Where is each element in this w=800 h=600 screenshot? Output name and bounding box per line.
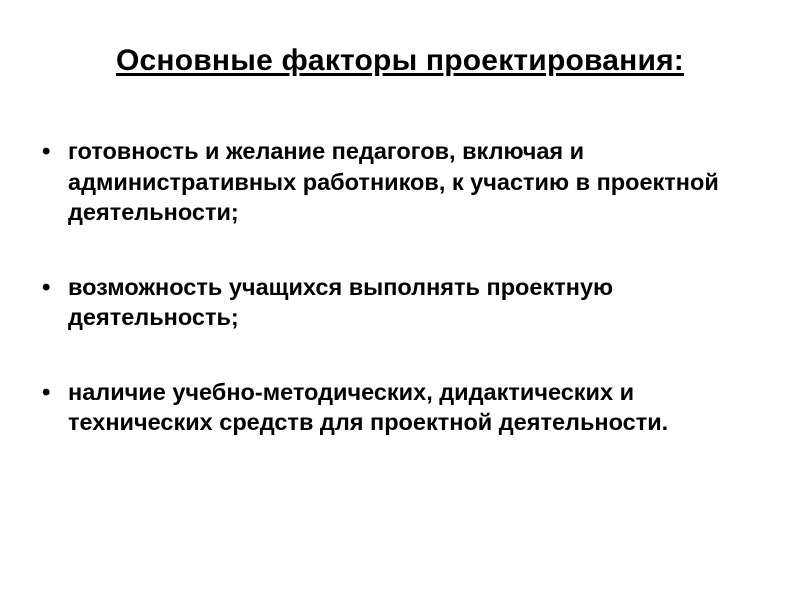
list-item-text: возможность учащихся выполнять проектную деятельность; xyxy=(68,273,614,331)
bullet-icon: • xyxy=(42,273,51,301)
bullet-icon: • xyxy=(42,138,51,165)
bullet-list xyxy=(42,136,758,438)
list-item xyxy=(42,136,758,228)
page-title-text: Основные факторы проектирования: xyxy=(116,44,684,77)
list-item xyxy=(42,377,758,438)
list-item xyxy=(42,272,758,333)
page-title xyxy=(0,44,800,77)
list-item-text: наличие учебно-методических, дидактических и технических средств для проектной деятельности. xyxy=(68,378,669,436)
list-item-text: готовность и желание педагогов, включая и административных работников, к участию в проектной деятельности; xyxy=(68,138,719,226)
bullet-icon: • xyxy=(42,378,51,406)
